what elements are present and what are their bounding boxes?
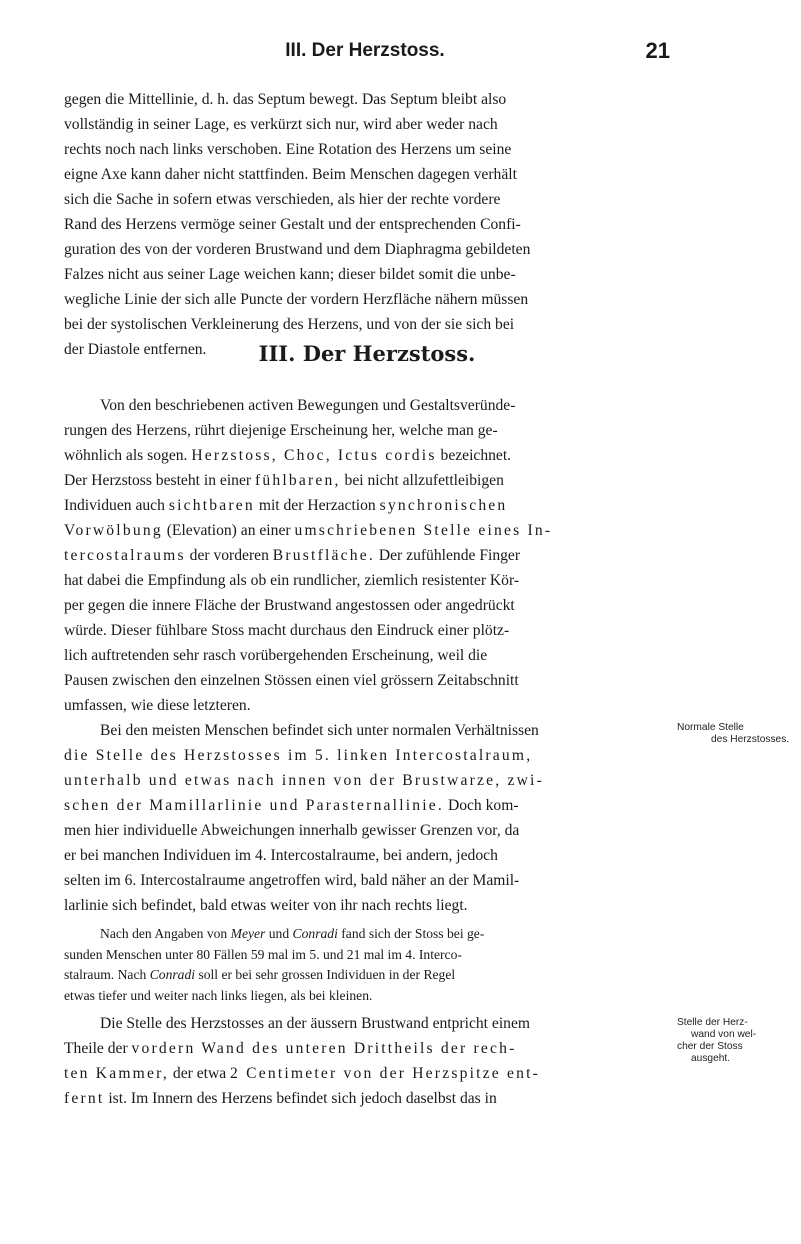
text-line: Individuen auch sichtbaren mit der Herzaction synchronischen	[64, 497, 508, 514]
page-number: 21	[645, 38, 670, 63]
text-line: der Diastole entfernen.	[64, 341, 207, 358]
text-line: Nach den Angaben von Meyer und Conradi fand sich der Stoss bei ge-	[100, 926, 485, 941]
margin-note-normal-location	[677, 722, 801, 746]
text-line: Falzes nicht aus seiner Lage weichen kann; dieser bildet somit die unbe-	[64, 266, 516, 283]
text-line: gegen die Mittellinie, d. h. das Septum bewegt. Das Septum bleibt also	[64, 91, 507, 108]
text-line: umfassen, wie diese letzteren.	[64, 697, 251, 714]
spaced-term: fühlbaren,	[254, 472, 341, 489]
paragraph-normal-location	[64, 718, 670, 918]
text-line: larlinie sich befindet, bald etwas weiter von ihr nach rechts liegt.	[64, 897, 468, 914]
paragraph-small-print	[64, 924, 670, 1006]
text-line: selten im 6. Intercostalraume angetroffen wird, bald näher an der Mamil-	[64, 872, 520, 889]
text-line: Vorwölbung (Elevation) an einer umschriebenen Stelle eines In-	[64, 522, 553, 539]
text-line: Bei den meisten Menschen befindet sich unter normalen Verhältnissen	[100, 722, 539, 739]
spaced-term: Brustfläche.	[272, 547, 375, 564]
text-line: Pausen zwischen den einzelnen Stössen einen viel grössern Zeitabschnitt	[64, 672, 519, 689]
spaced-term: vordern Wand des unteren Drittheils der rech-	[131, 1040, 517, 1057]
text-line: schen der Mamillarlinie und Parasternallinie. Doch kom-	[64, 797, 519, 814]
author-name: Conradi	[292, 926, 338, 941]
margin-note-line: wand von wel-	[691, 1029, 757, 1040]
spaced-term: sichtbaren	[168, 497, 255, 514]
paragraph-herzstoss-definition	[64, 393, 670, 718]
text-line: per gegen die innere Fläche der Brustwand angestossen oder angedrückt	[64, 597, 515, 614]
text-line: vollständig in seiner Lage, es verkürzt sich nur, wird aber weder nach	[64, 116, 498, 133]
spaced-term: ten Kammer,	[64, 1065, 169, 1082]
text-line: rungen des Herzens, rührt diejenige Erscheinung her, welche man ge-	[64, 422, 498, 439]
text-line: Die Stelle des Herzstosses an der äussern Brustwand entpricht einem	[100, 1015, 531, 1032]
text-line: würde. Dieser fühlbare Stoss macht durchaus den Eindruck einer plötz-	[64, 622, 510, 639]
margin-note-line: Stelle der Herz-	[677, 1017, 748, 1028]
text-line: fernt ist. Im Innern des Herzens befindet sich jedoch daselbst das in	[64, 1090, 497, 1107]
text-line	[64, 768, 670, 793]
running-head: III. Der Herzstoss.	[285, 40, 445, 61]
margin-note-line: des Herzstosses.	[711, 734, 790, 745]
text-line: Rand des Herzens vermöge seiner Gestalt und der entsprechenden Confi-	[64, 216, 521, 233]
spaced-term: synchronischen	[379, 497, 508, 514]
text-line: wegliche Linie der sich alle Puncte der vordern Herzfläche nähern müssen	[64, 291, 529, 308]
margin-note-line: ausgeht.	[691, 1053, 731, 1064]
text-line: tercostalraums der vorderen Brustfläche. Der zufühlende Finger	[64, 547, 521, 564]
spaced-term: tercostalraums	[64, 547, 186, 564]
paragraph-intro	[64, 87, 670, 362]
text-line: eigne Axe kann daher nicht stattfinden. Beim Menschen dagegen verhält	[64, 166, 517, 183]
text-line: bei der systolischen Verkleinerung des Herzens, und von der sie sich bei	[64, 316, 515, 333]
text-line: sunden Menschen unter 80 Fällen 59 mal im 5. und 21 mal im 4. Interco-	[64, 946, 462, 962]
text-line: Der Herzstoss besteht in einer fühlbaren, bei nicht allzufettleibigen	[64, 472, 504, 489]
text-line: guration des von der vorderen Brustwand und dem Diaphragma gebildeten	[64, 241, 531, 258]
spaced-term: fernt	[64, 1090, 105, 1107]
author-name: Conradi	[149, 967, 196, 982]
text-line: men hier individuelle Abweichungen innerhalb gewisser Grenzen vor, da	[64, 822, 520, 839]
margin-note-herzwand	[677, 1017, 801, 1065]
spaced-term: 2 Centimeter von der Herzspitze ent-	[230, 1065, 541, 1082]
text-line: rechts noch nach links verschoben. Eine Rotation des Herzens um seine	[64, 141, 512, 158]
margin-note-line: cher der Stoss	[677, 1041, 743, 1052]
text-line: er bei manchen Individuen im 4. Intercostalraume, bei andern, jedoch	[64, 847, 498, 864]
text-line: wöhnlich als sogen. Herzstoss, Choc, Ictus cordis bezeichnet.	[64, 447, 512, 464]
paragraph-herzwand	[64, 1011, 670, 1111]
author-name: Meyer	[230, 926, 266, 941]
margin-note-line: Normale Stelle	[677, 722, 744, 733]
spaced-term: die Stelle des Herzstosses im 5. linken Intercostalraum,	[64, 747, 533, 764]
text-line: etwas tiefer und weiter nach links liegen, als bei kleinen.	[64, 987, 373, 1003]
text-line: ten Kammer, der etwa 2 Centimeter von der Herzspitze ent-	[64, 1065, 541, 1082]
spaced-term: Vorwölbung	[64, 522, 163, 539]
spaced-term: umschriebenen Stelle eines In-	[294, 522, 553, 539]
text-line: stalraum. Nach Conradi soll er bei sehr grossen Individuen in der Regel	[64, 967, 456, 982]
spaced-term: Herzstoss, Choc, Ictus cordis	[191, 447, 437, 464]
text-line: Von den beschriebenen activen Bewegungen und Gestaltsveründe-	[100, 397, 516, 414]
section-title: III. Der Herzstoss.	[258, 341, 476, 366]
text-line: hat dabei die Empfindung als ob ein rundlicher, ziemlich resistenter Kör-	[64, 572, 520, 589]
text-line: lich auftretenden sehr rasch vorübergehenden Erscheinung, weil die	[64, 647, 488, 664]
spaced-term: unterhalb und etwas nach innen von der Brustwarze, zwi-	[64, 772, 544, 789]
text-line: sich die Sache in sofern etwas verschieden, als hier der rechte vordere	[64, 191, 501, 208]
spaced-term: schen der Mamillarlinie und Parasternallinie.	[64, 797, 445, 814]
text-line	[64, 743, 670, 768]
text-line: Theile der vordern Wand des unteren Drittheils der rech-	[64, 1040, 517, 1057]
